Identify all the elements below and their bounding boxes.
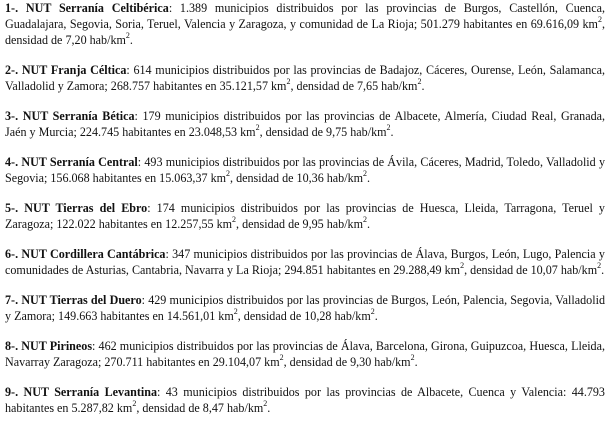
superscript: 2 [226,168,231,178]
entry-number: 2-. [5,63,19,77]
entry-number: 1-. [5,1,19,15]
entry-text: : 347 municipios distribuidos por las provincias de Álava, Burgos, León, Lugo, Palencia y comunidades de Asturias, Cantabria, Navarra y La Rioja; 294.851 habitantes en 29.288,49 km [5,247,605,277]
entry-end: . [267,401,271,415]
entry-end: . [367,171,371,185]
superscript: 2 [286,76,291,86]
superscript: 2 [460,260,465,270]
entry-6 [5,246,605,278]
entry-text: : 462 municipios distribuidos por las provincias de Álava, Barcelona, Girona, Guipuzcoa, Huesca, Lleida, Navarray Zaragoza; 270.711 habitantes en 29.104,07 km [5,339,605,369]
entry-end: . [367,217,371,231]
entry-number: 6-. [5,247,19,261]
entry-1 [5,0,605,48]
entry-text: : 179 municipios distribuidos por las provincias de Albacete, Almería, Ciudad Real, Granada, Jaén y Murcia; 224.745 habitantes en 23.048,53 km [5,109,606,139]
entry-name: NUT Cordillera Cantábrica [21,247,166,261]
superscript: 2 [417,76,422,86]
entry-text: : 429 municipios distribuidos por las provincias de Burgos, León, Palencia, Segovia, Valladolid y Zamora; 149.663 habitantes en 14.561,01 km [5,293,605,323]
entry-text: : 493 municipios distribuidos por las provincias de Ávila, Cáceres, Madrid, Toledo, Valladolid y Segovia; 156.068 habitantes en 15.063,37 km [5,155,605,185]
superscript: 2 [370,306,375,316]
entry-density: , densidad de 8,47 hab/km [136,401,264,415]
entry-density: , densidad de 9,30 hab/km [283,355,411,369]
entry-end: . [390,125,394,139]
entry-density: , densidad de 7,20 hab/km [5,17,605,47]
entry-3 [5,108,605,140]
superscript: 2 [363,168,368,178]
superscript: 2 [132,398,137,408]
entry-text: : 43 municipios distribuidos por las provincias de Albacete, Cuenca y Valencia: 44.793 habitantes en 5.287,82 km [5,385,605,415]
entry-name: NUT Pirineos [21,339,93,353]
superscript: 2 [255,122,260,132]
entry-density: , densidad de 9,75 hab/km [259,125,387,139]
entry-end: . [374,309,378,323]
entry-name: NUT Franja Céltica [21,63,127,77]
entry-text: : 614 municipios distribuidos por las provincias de Badajoz, Cáceres, Ourense, León, Salamanca, Valladolid y Zamora; 268.757 habitantes en 35.121,57 km [5,63,605,93]
entry-8 [5,338,605,370]
superscript: 2 [363,214,368,224]
entry-9 [5,384,605,416]
superscript: 2 [232,214,237,224]
entry-7 [5,292,605,324]
entry-end: . [421,79,425,93]
superscript: 2 [410,352,415,362]
entry-text: : 1.389 municipios distribuidos por las provincias de Burgos, Castellón, Cuenca, Guadalajara, Segovia, Soria, Teruel, Valencia y Zaragoza, y comunidad de La Rioja; 501.279 habitantes en 69.616,09 km [5,1,605,31]
superscript: 2 [597,14,602,24]
entry-name: NUT Tierras del Ebro [24,201,148,215]
entry-number: 7-. [5,293,19,307]
entry-density: , densidad de 9,95 hab/km [236,217,364,231]
entry-number: 8-. [5,339,19,353]
entry-name: NUT Serranía Celtibérica [25,1,169,15]
superscript: 2 [125,30,130,40]
superscript: 2 [263,398,268,408]
superscript: 2 [597,260,602,270]
entry-number: 3-. [5,109,19,123]
entry-number: 5-. [5,201,19,215]
entry-5 [5,200,605,232]
superscript: 2 [386,122,391,132]
entry-name: NUT Tierras del Duero [21,293,142,307]
entry-2 [5,62,605,94]
entry-density: , densidad de 10,07 hab/km [464,263,598,277]
superscript: 2 [279,352,284,362]
entry-text: : 174 municipios distribuidos por las provincias de Huesca, Lleida, Tarragona, Teruel y Zaragoza; 122.022 habitantes en 12.257,55 km [5,201,605,231]
entry-end: . [601,263,605,277]
entry-name: NUT Serranía Central [21,155,138,169]
entry-name: NUT Serranía Bética [22,109,135,123]
entry-density: , densidad de 10,28 hab/km [237,309,371,323]
entry-density: , densidad de 7,65 hab/km [290,79,418,93]
document-body [5,0,605,430]
entry-density: , densidad de 10,36 hab/km [230,171,364,185]
entry-number: 4-. [5,155,19,169]
entry-4 [5,154,605,186]
entry-end: . [414,355,418,369]
entry-end: . [129,33,133,47]
superscript: 2 [233,306,238,316]
entry-name: NUT Serranía Levantina [23,385,158,399]
entry-number: 9-. [5,385,19,399]
